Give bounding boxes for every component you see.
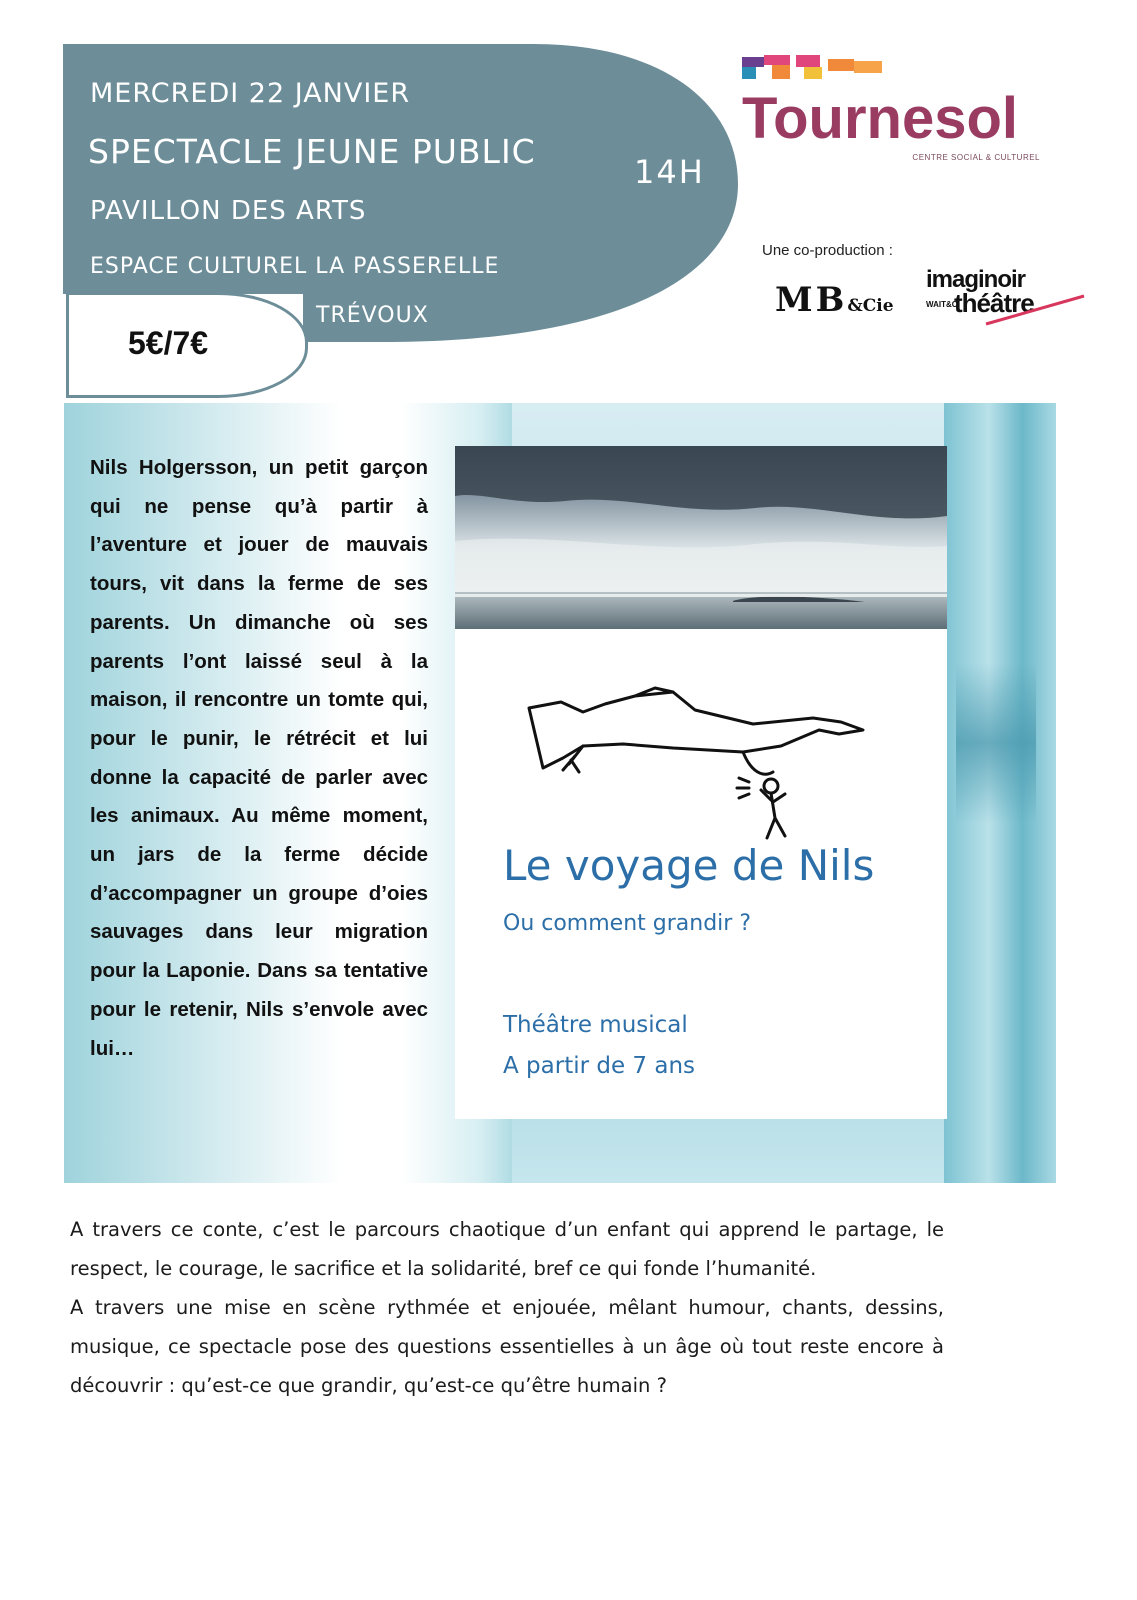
poster-age: A partir de 7 ans	[503, 1053, 696, 1079]
coproduction-label: Une co-production :	[762, 242, 893, 259]
poster-title: Le voyage de Nils	[503, 841, 875, 890]
imaginoir-tag: WAIT&C	[926, 300, 958, 309]
story-text: Nils Holgersson, un petit garçon qui ne pense qu’à partir à l’aventure et jouer de mauvais tours, vit dans la ferme de ses parents. Un dimanche où ses parents l’ont laissé seul à la maison, il rencontre un tomte qui, pour le punir, le rétrécit et lui donne la capacité de parler avec les animaux. Au même moment, un jars de la ferme décide d’accompagner un groupe d’oies sauvages dans leur migration pour la Laponie. Dans sa tentative pour le retenir, Nils s’envole avec lui…	[90, 456, 428, 1060]
imaginoir-bottom: théâtre	[954, 288, 1034, 318]
event-price: 5€/7€	[128, 325, 209, 361]
poster-card	[455, 446, 947, 1119]
tournesol-wordmark: Tournesol	[742, 86, 1019, 151]
description	[70, 1210, 944, 1405]
event-venue: PAVILLON DES ARTS	[90, 196, 367, 226]
poster-photo	[455, 446, 947, 629]
tournesol-subtitle: CENTRE SOCIAL & CULTUREL	[912, 153, 1040, 162]
goose-drawing-icon	[523, 686, 883, 846]
description-paragraph-1: A travers ce conte, c’est le parcours chaotique d’un enfant qui apprend le partage, le respect, le courage, le sacrifice et la solidarité, bref ce qui fonde l’humanité.	[70, 1218, 944, 1280]
event-place: ESPACE CULTUREL LA PASSERELLE	[90, 254, 500, 279]
imaginoir-top: imaginoir	[926, 266, 1026, 293]
mbcie-suffix: &Cie	[847, 296, 894, 316]
description-paragraph-2: A travers une mise en scène rythmée et enjouée, mêlant humour, chants, dessins, musique, ce spectacle pose des questions essentielles à un âge où tout reste encore à découvrir : qu’est-ce que grandir, qu’est-ce qu’être humain ?	[70, 1296, 944, 1397]
imaginoir-swoosh-icon	[926, 266, 1086, 336]
imaginoir-logo	[926, 266, 1086, 336]
event-date: MERCREDI 22 JANVIER	[90, 78, 411, 109]
poster-subtitle: Ou comment grandir ?	[503, 911, 751, 936]
event-title: SPECTACLE JEUNE PUBLIC	[88, 132, 536, 171]
water-streak	[956, 663, 1036, 823]
event-city: TRÉVOUX	[316, 303, 429, 328]
poster-genre: Théâtre musical	[503, 1012, 688, 1038]
event-time: 14H	[634, 153, 705, 191]
tournesol-color-bars-icon	[742, 55, 892, 81]
tournesol-logo	[742, 55, 1042, 167]
mbcie-logo	[775, 280, 894, 320]
mbcie-main: MB	[775, 280, 848, 320]
